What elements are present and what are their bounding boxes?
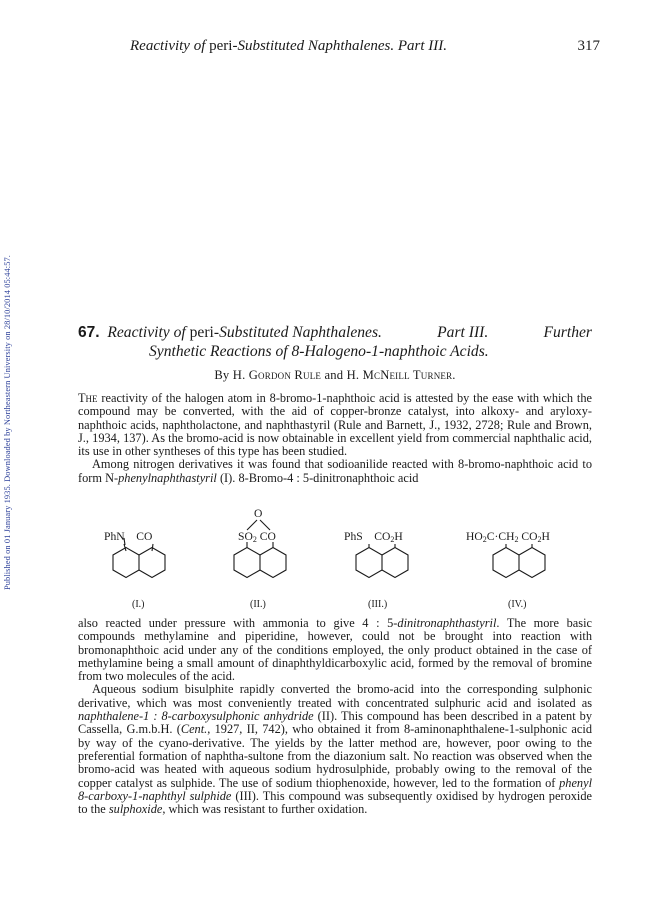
author-1: Gordon Rule (248, 368, 322, 382)
structure-2-number: (II.) (250, 599, 266, 610)
article-title: 67. Reactivity of peri-Substituted Naphthalenes. Part III. Further (78, 324, 592, 341)
structure-2-bridge-left (247, 520, 257, 530)
structure-figures (78, 504, 592, 616)
structure-1-bond-right (152, 544, 153, 551)
structure-1-label: PhN CO (104, 530, 153, 543)
structure-1-number: (I.) (132, 599, 145, 610)
article-subtitle: Synthetic Reactions of 8-Halogeno-1-naphthoic Acids. (149, 343, 489, 360)
paragraph-4: Aqueous sodium bisulphite rapidly converted the bromo-acid into the corresponding sulphonic derivative, which was most conveniently treated with concentrated sulphuric acid and isolated as naphthalene-1 : 8-carboxysulphonic anhydride (II). This compound has been described in a patent by Cassella, G.m.b.H. (Cent., 1927, II, 742), who obtained it from 8-aminonaphthalene-1-sulphonic acid by way of the cyano-derivative. The yields by the latter method are, however, poor owing to the preferential formation of naphtha-sultone from the diazonium salt. No reaction was observed when the bromo-acid was heated with aqueous sodium hydrosulphide, probably owing to the removal of the copper catalyst as sulphide. The use of sodium thiophenoxide, however, led to the formation of phenyl 8-carboxy-1-naphthyl sulphide (III). This compound was subsequently oxidised by hydrogen peroxide to the sulphoxide, which was resistant to further oxidation. (78, 682, 593, 817)
body-block-1 (78, 392, 592, 485)
structure-2-bridge-right (260, 520, 270, 530)
page-number: 317 (577, 38, 600, 54)
structure-2-label: $SO_2$ CO (238, 530, 276, 544)
structure-2-rings (234, 548, 286, 578)
download-watermark: Published on 01 January 1935. Downloaded by Northeastern University on 28/10/2014 05:44:57. (3, 255, 12, 590)
article-number: 67. (78, 324, 100, 341)
structure-3-number: (III.) (368, 599, 388, 610)
structure-3-label: PhS $CO_2H$ (344, 530, 403, 544)
body-block-2 (78, 617, 592, 816)
byline: By H. Gordon Rule and H. McNeill Turner. (214, 368, 456, 382)
structure-4-number: (IV.) (508, 599, 527, 610)
structure-2-oxygen: O (254, 507, 263, 520)
article-header (78, 324, 592, 383)
structure-3-rings (356, 548, 408, 578)
paragraph-3: also reacted under pressure with ammonia to give 4 : 5-dinitronaphthastyril. The more basic compounds methylamine and piperidine, however, could not be brought into reaction with bromonaphthoic acid under any of the conditions employed, the only product obtained in the case of methylamine being a small amount of dinaphthyldicarboxylic acid, formed by the removal of bromine from two molecules of the acid. (78, 616, 592, 684)
structure-4-rings (493, 548, 545, 578)
running-head-title: Reactivity of peri-Substituted Naphthalenes. Part III. (130, 38, 448, 54)
author-2: McNeill Turner (362, 368, 453, 382)
structure-1-rings (113, 548, 165, 578)
running-head (130, 38, 600, 55)
paragraph-1: The reactivity of the halogen atom in 8-bromo-1-naphthoic acid is attested by the ease with which the compound may be converted, with the aid of copper-bronze catalyst, into alkoxy- and aryloxy-naphthoic acids, naphtholactone, and naphthastyril (Rule and Barnett, J., 1932, 2728; Rule and Brown, J., 1934, 137). As the bromo-acid is now obtainable in excellent yield from commercial naphthalic acid, its use in other syntheses of this type has been studied. (78, 391, 592, 459)
paragraph-2: Among nitrogen derivatives it was found that sodioanilide reacted with 8-bromo-naphthoic acid to form N-phenylnaphthastyril (I). 8-Bromo-4 : 5-dinitronaphthoic acid (78, 457, 592, 485)
structure-4-label: $HO_2C\cdot CH_2$ $CO_2H$ (466, 530, 550, 544)
